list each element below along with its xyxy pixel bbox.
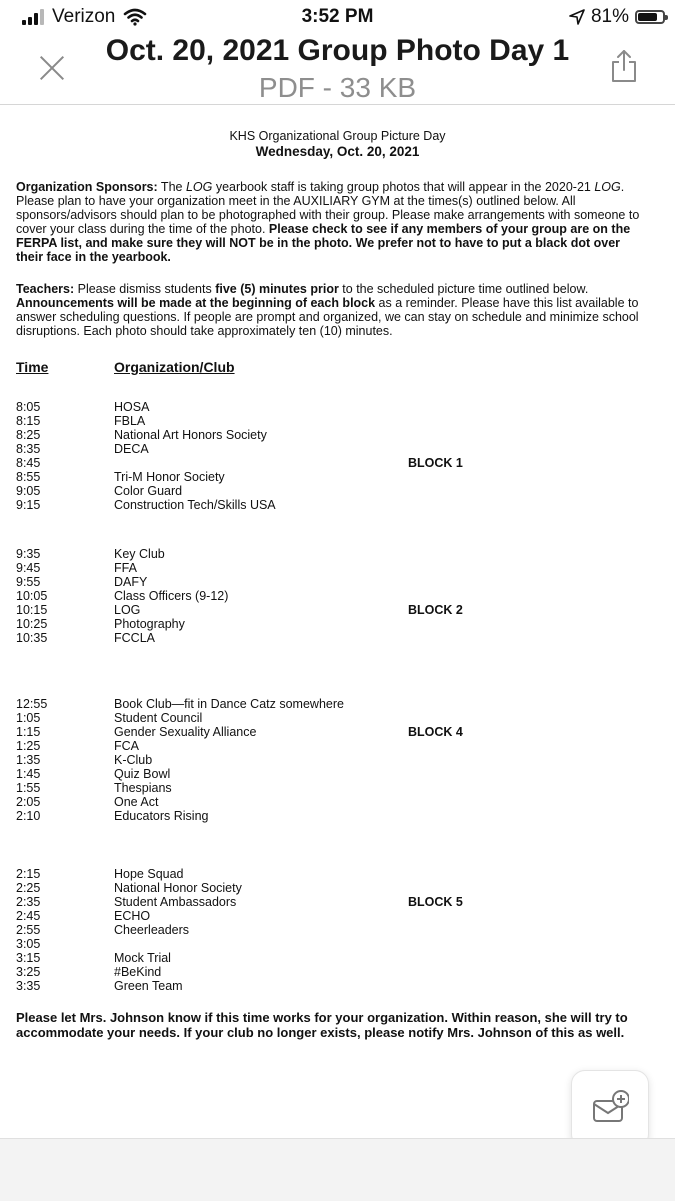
sponsors-text-3: . Please plan to have your organization meet in the AUXILIARY GYM at the times(s) outlined below. All sponsors/advisors should plan to be photographed with their group. Please make arrangements with someone to cover your class during the time of the photo. bbox=[16, 180, 640, 236]
schedule-row bbox=[16, 965, 656, 979]
schedule-organization: One Act bbox=[114, 795, 159, 809]
battery-icon bbox=[635, 10, 665, 24]
schedule-organization: LOG bbox=[114, 603, 141, 617]
schedule-row bbox=[16, 909, 656, 923]
location-arrow-icon bbox=[569, 9, 585, 25]
schedule-block-label: BLOCK 4 bbox=[408, 725, 463, 739]
schedule-time: 3:25 bbox=[16, 965, 41, 979]
document-heading bbox=[0, 129, 675, 159]
schedule-time: 1:45 bbox=[16, 767, 41, 781]
schedule-row bbox=[16, 400, 656, 414]
schedule-time: 3:05 bbox=[16, 937, 41, 951]
share-button[interactable] bbox=[609, 48, 639, 84]
schedule-row bbox=[16, 697, 656, 711]
sponsors-paragraph bbox=[16, 180, 641, 264]
schedule-time: 9:15 bbox=[16, 498, 41, 512]
schedule-row bbox=[16, 923, 656, 937]
schedule-time: 2:25 bbox=[16, 881, 41, 895]
schedule-time: 1:55 bbox=[16, 781, 41, 795]
schedule-time: 1:25 bbox=[16, 739, 41, 753]
teachers-bold-2: Announcements will be made at the beginning of each block bbox=[16, 296, 376, 310]
schedule-row bbox=[16, 561, 656, 575]
viewer-header bbox=[0, 36, 675, 105]
schedule-row bbox=[16, 414, 656, 428]
ferpa-notice: Please check to see if any members of your group are on the FERPA list, and make sure they will NOT be in the photo. We prefer not to have to put a black dot over their face in the yearbook. bbox=[16, 222, 631, 264]
schedule-row bbox=[16, 979, 656, 993]
schedule-organization: Student Council bbox=[114, 711, 203, 725]
teachers-text-2: to the scheduled picture time outlined below. bbox=[338, 282, 589, 296]
schedule-row bbox=[16, 711, 656, 725]
schedule-organization: DAFY bbox=[114, 575, 148, 589]
sponsors-text-1: The bbox=[157, 180, 186, 194]
schedule-time: 8:55 bbox=[16, 470, 41, 484]
schedule-row bbox=[16, 547, 656, 561]
schedule-row bbox=[16, 781, 656, 795]
column-header-organization: Organization/Club bbox=[114, 359, 235, 375]
log-italic: LOG bbox=[594, 180, 621, 194]
schedule-time: 12:55 bbox=[16, 697, 48, 711]
status-time: 3:52 PM bbox=[301, 6, 374, 27]
bottom-toolbar bbox=[0, 1138, 675, 1201]
schedule-row bbox=[16, 895, 656, 909]
schedule-organization: National Art Honors Society bbox=[114, 428, 267, 442]
schedule-row bbox=[16, 809, 656, 823]
schedule-row bbox=[16, 881, 656, 895]
schedule-time: 10:15 bbox=[16, 603, 48, 617]
schedule-organization: Book Club—fit in Dance Catz somewhere bbox=[114, 697, 344, 711]
schedule-time: 2:05 bbox=[16, 795, 41, 809]
document-title: Oct. 20, 2021 Group Photo Day 1 bbox=[105, 34, 570, 67]
teachers-label: Teachers: bbox=[16, 282, 75, 296]
compose-button[interactable] bbox=[571, 1070, 649, 1148]
schedule-time: 2:15 bbox=[16, 867, 41, 881]
schedule-row bbox=[16, 617, 656, 631]
schedule-row bbox=[16, 603, 656, 617]
teachers-bold-1: five (5) minutes prior bbox=[215, 282, 339, 296]
schedule-row bbox=[16, 498, 656, 512]
schedule-time: 9:45 bbox=[16, 561, 41, 575]
schedule-time: 3:15 bbox=[16, 951, 41, 965]
column-header-time: Time bbox=[16, 359, 49, 375]
schedule-organization: ECHO bbox=[114, 909, 151, 923]
schedule-organization: FFA bbox=[114, 561, 137, 575]
document-subtitle: PDF - 33 KB bbox=[258, 72, 417, 103]
schedule-organization: FCCLA bbox=[114, 631, 155, 645]
battery-percent: 81% bbox=[590, 6, 629, 27]
schedule-organization: FCA bbox=[114, 739, 139, 753]
schedule-time: 10:05 bbox=[16, 589, 48, 603]
schedule-organization: Color Guard bbox=[114, 484, 183, 498]
schedule-time: 2:45 bbox=[16, 909, 41, 923]
schedule-organization: Student Ambassadors bbox=[114, 895, 237, 909]
schedule-organization: National Honor Society bbox=[114, 881, 242, 895]
schedule-organization: K-Club bbox=[114, 753, 153, 767]
schedule-time: 2:35 bbox=[16, 895, 41, 909]
schedule-organization: DECA bbox=[114, 442, 149, 456]
log-italic: LOG bbox=[185, 180, 213, 194]
schedule-row bbox=[16, 456, 656, 470]
schedule-time: 9:35 bbox=[16, 547, 41, 561]
schedule-organization: Key Club bbox=[114, 547, 165, 561]
schedule-organization: Tri-M Honor Society bbox=[114, 470, 225, 484]
schedule-row bbox=[16, 937, 656, 951]
schedule-block-label: BLOCK 5 bbox=[408, 895, 463, 909]
schedule-row bbox=[16, 575, 656, 589]
schedule-row bbox=[16, 767, 656, 781]
schedule-row bbox=[16, 428, 656, 442]
schedule-block-label: BLOCK 2 bbox=[408, 603, 463, 617]
pdf-document bbox=[0, 104, 675, 1138]
schedule-row bbox=[16, 753, 656, 767]
sponsors-text-2: yearbook staff is taking group photos that will appear in the 2020-21 bbox=[212, 180, 595, 194]
status-right bbox=[569, 6, 665, 28]
schedule-time: 8:35 bbox=[16, 442, 41, 456]
teachers-text-1: Please dismiss students bbox=[74, 282, 216, 296]
schedule-organization: FBLA bbox=[114, 414, 146, 428]
compose-mail-icon bbox=[591, 1090, 629, 1128]
sponsors-label: Organization Sponsors: bbox=[16, 180, 158, 194]
schedule-time: 8:05 bbox=[16, 400, 41, 414]
schedule-organization: Cheerleaders bbox=[114, 923, 190, 937]
schedule-organization: Hope Squad bbox=[114, 867, 184, 881]
schedule-time: 9:05 bbox=[16, 484, 41, 498]
schedule-organization: HOSA bbox=[114, 400, 150, 414]
schedule-organization: Mock Trial bbox=[114, 951, 171, 965]
schedule-time: 1:35 bbox=[16, 753, 41, 767]
schedule-time: 10:25 bbox=[16, 617, 48, 631]
schedule-row bbox=[16, 631, 656, 645]
schedule-time: 2:55 bbox=[16, 923, 41, 937]
schedule-row bbox=[16, 867, 656, 881]
schedule-row bbox=[16, 442, 656, 456]
schedule-time: 2:10 bbox=[16, 809, 41, 823]
schedule-time: 1:05 bbox=[16, 711, 41, 725]
heading-date: Wednesday, Oct. 20, 2021 bbox=[255, 144, 420, 159]
schedule-organization: #BeKind bbox=[114, 965, 162, 979]
schedule-time: 3:35 bbox=[16, 979, 41, 993]
schedule-organization: Green Team bbox=[114, 979, 183, 993]
schedule-time: 8:45 bbox=[16, 456, 41, 470]
carrier-name: Verizon bbox=[52, 6, 116, 27]
schedule-block-label: BLOCK 1 bbox=[408, 456, 463, 470]
schedule-time: 9:55 bbox=[16, 575, 41, 589]
schedule-row bbox=[16, 589, 656, 603]
schedule-organization: Class Officers (9-12) bbox=[114, 589, 229, 603]
schedule-row bbox=[16, 739, 656, 753]
schedule-organization: Gender Sexuality Alliance bbox=[114, 725, 257, 739]
schedule-organization: Quiz Bowl bbox=[114, 767, 171, 781]
schedule-organization: Thespians bbox=[114, 781, 172, 795]
schedule-row bbox=[16, 725, 656, 739]
heading-school: KHS Organizational Group Picture Day bbox=[229, 129, 446, 143]
schedule-organization: Photography bbox=[114, 617, 185, 631]
schedule-organization: Construction Tech/Skills USA bbox=[114, 498, 276, 512]
schedule-time: 8:25 bbox=[16, 428, 41, 442]
teachers-paragraph bbox=[16, 282, 641, 338]
schedule-row bbox=[16, 795, 656, 809]
schedule-time: 8:15 bbox=[16, 414, 41, 428]
schedule-row bbox=[16, 951, 656, 965]
schedule-row bbox=[16, 470, 656, 484]
share-icon bbox=[609, 48, 639, 84]
schedule-row bbox=[16, 484, 656, 498]
closing-paragraph: Please let Mrs. Johnson know if this time works for your organization. Within reason, she will try to accommodate your needs. If your club no longer exists, please notify Mrs. Johnson of this as well. bbox=[16, 1010, 628, 1040]
teachers-text-3: as a reminder. Please have this list available to answer scheduling questions. If people are prompt and organized, we can stay on schedule and minimize school disruptions. Each photo should take approximately ten (10) minutes. bbox=[16, 296, 639, 338]
schedule-time: 10:35 bbox=[16, 631, 48, 645]
status-bar bbox=[0, 0, 675, 36]
schedule-time: 1:15 bbox=[16, 725, 41, 739]
schedule-organization: Educators Rising bbox=[114, 809, 209, 823]
battery-level-fill bbox=[638, 13, 657, 21]
